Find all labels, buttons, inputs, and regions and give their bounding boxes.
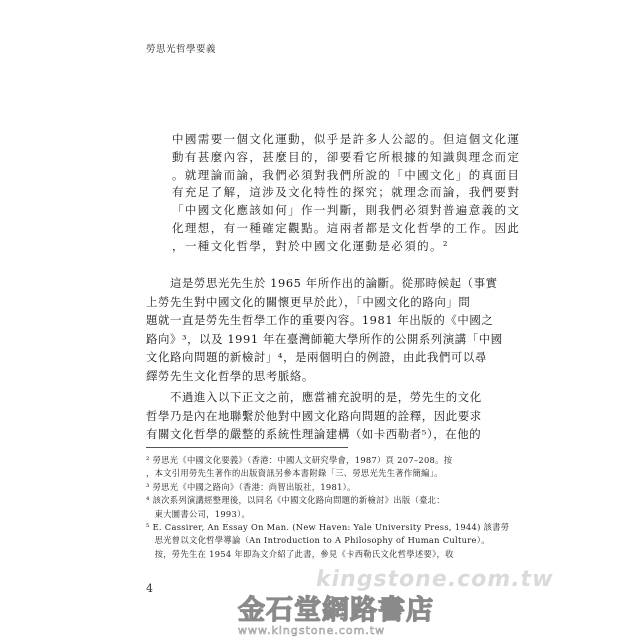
quote-line: 有充足了解，這涉及文化特性的探究；就理念而論，我們要對 [172, 185, 521, 200]
body-line: 文化路向問題的新檢討」⁴，是兩個明白的例證，由此我們可以尋 [146, 350, 487, 365]
quote-line: 。就理論而論，我們必須對我們所說的「中國文化」的真面目 [172, 167, 521, 182]
footnote-line: ⁴ 該次系列演講經整理後，以同名《中國文化路向問題的新檢討》出版（臺北： [146, 495, 445, 506]
block-quote [172, 131, 521, 256]
body-line: 不過進入以下正文之前，應當補充說明的是，勞先生的文化 [146, 390, 482, 404]
body-line: 有關文化哲學的嚴整的系統性理論建構（如卡西勒者⁵），在他的 [146, 427, 482, 442]
quote-line: ，一種文化哲學，對於中國文化運動是必須的。² [172, 238, 449, 253]
quote-line: 中國需要一個文化運動，似乎是許多人公認的。但這個文化運 [172, 132, 521, 146]
watermark-site: www.kingstone.com.tw [238, 624, 386, 637]
footnotes [146, 454, 510, 561]
watermark-logo-text: 金石堂網路書店 [238, 595, 434, 626]
quote-line: 化理想，有一種確定觀點。這兩者都是文化哲學的工作。因此 [172, 220, 521, 235]
running-header: 勞思光哲學要義 [146, 44, 217, 55]
footnote-line: ³ 勞思光《中國之路向》（香港：尚智出版社，1981）。 [146, 481, 356, 492]
page-number: 4 [146, 582, 153, 595]
body-paragraph-2 [146, 388, 482, 444]
footnote-line: ² 勞思光《中國文化要義》（香港：中國人文研究學會，1987）頁 207–208。按 [146, 455, 453, 465]
body-line: 路向》³，以及 1991 年在臺灣師範大學所作的公開系列演講「中國 [146, 331, 503, 346]
quote-line: 動有甚麼內容，甚麼目的，卻要看它所根據的知識與理念而定 [172, 149, 521, 164]
body-line: 繹勞先生文化哲學的思考脈絡。 [146, 368, 314, 383]
footnote-line: 按，勞先生在 1954 年即為文介紹了此書，參見《卡西勒氏文化哲學述要》，收 [146, 548, 454, 559]
footnote-line: ，本文引用勞先生著作的出版資訊另參本書附錄「三、勞思光先生著作簡編」。 [146, 468, 443, 479]
footnote-line: 思光曾以文化哲學導論（An Introduction to A Philosophy of Human Culture）。 [146, 535, 490, 546]
quote-line: 「中國文化應該如何」作一判斷，則我們必須對普遍意義的文 [172, 203, 521, 218]
footnote-line: 東大圖書公司，1993）。 [146, 508, 251, 519]
body-line: 上勞先生對中國文化的關懷更早於此），「中國文化的路向」問 [146, 294, 471, 309]
footnote-divider [146, 447, 348, 448]
body-line: 這是勞思光先生於 1965 年所作出的論斷。從那時候起（事實 [146, 276, 498, 290]
body-paragraph-1 [146, 274, 503, 386]
body-line: 哲學乃是內在地聯繫於他對中國文化路向問題的詮釋，因此要求 [146, 408, 482, 423]
footnote-line: ⁵ E. Cassirer, An Essay On Man. (New Haven: Yale University Press, 1944) 該書勞 [146, 522, 510, 533]
body-line: 題就一直是勞先生哲學工作的重要內容。1981 年出版的《中國之 [146, 313, 494, 328]
watermark-url: kingstone.com.tw [313, 567, 556, 592]
